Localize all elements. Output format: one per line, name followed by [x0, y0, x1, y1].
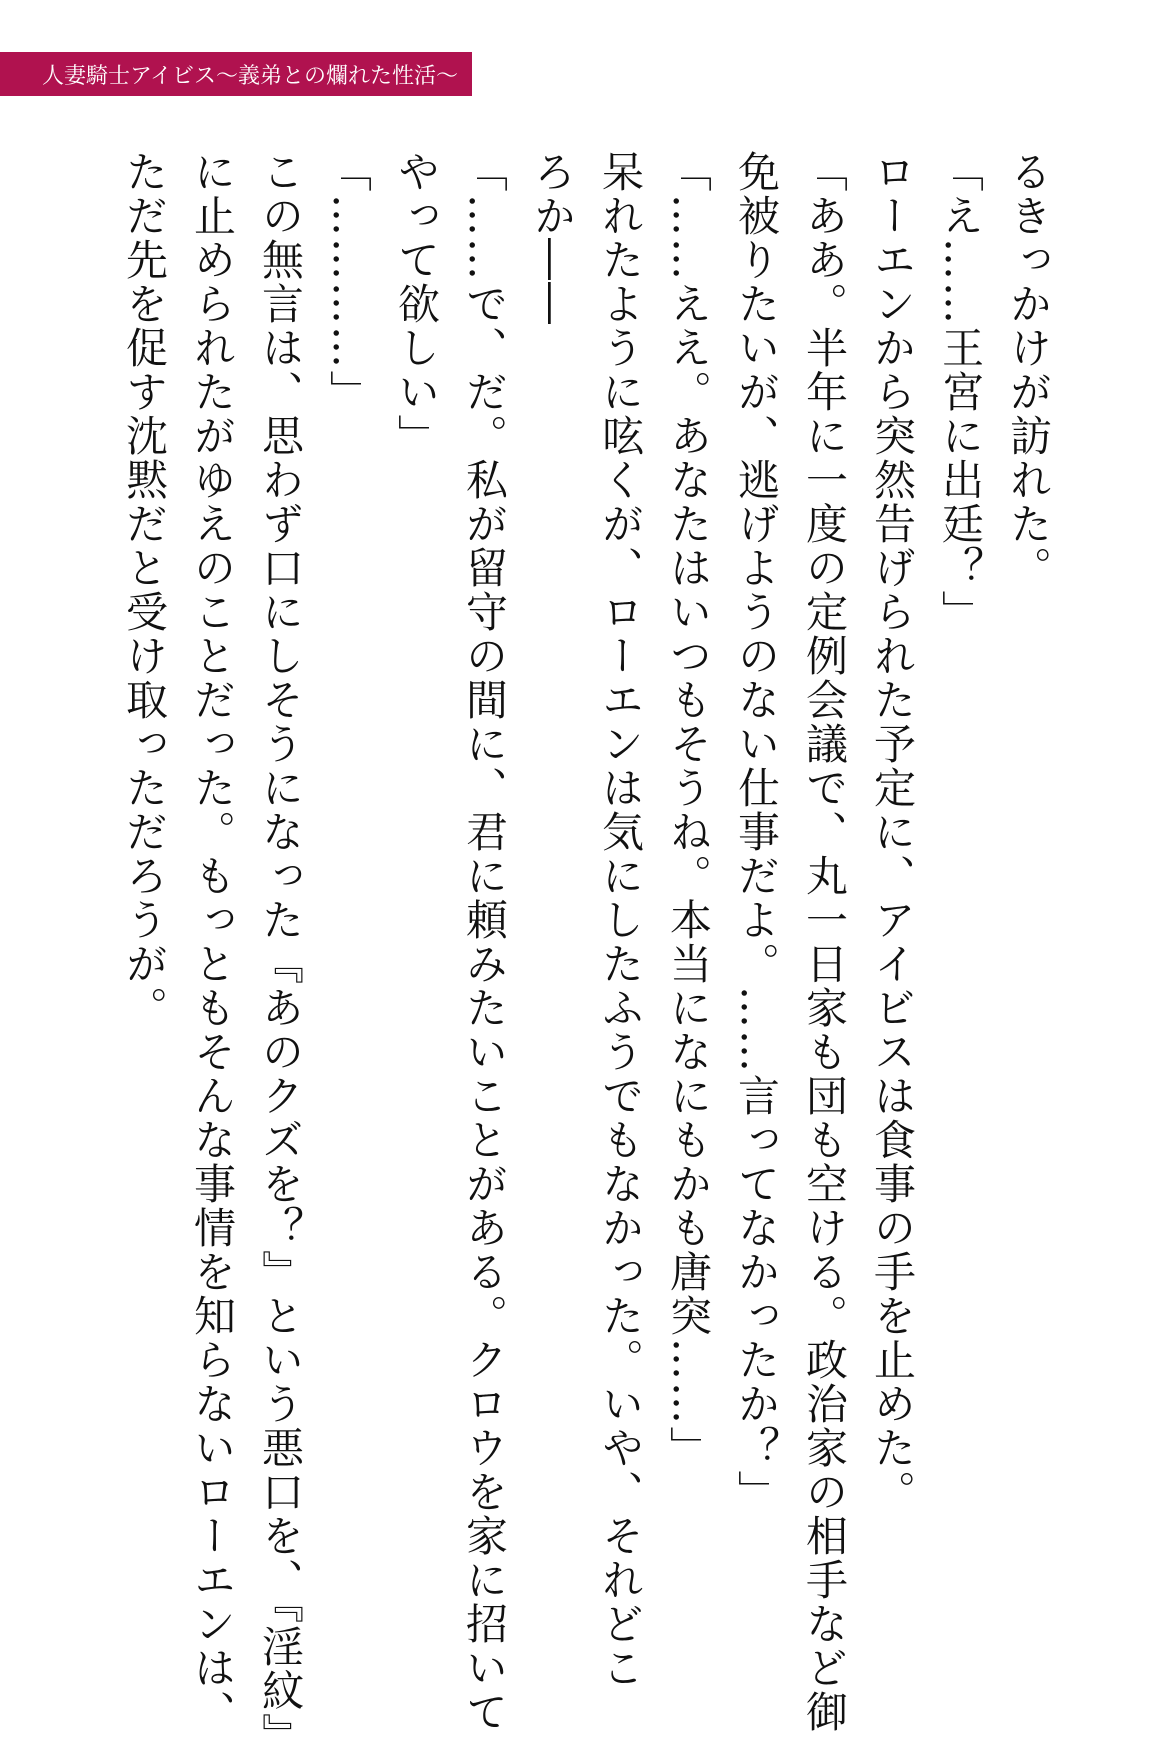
- text-line: に止められたがゆえのことだった。もっともそんな事情を知らないローエンは、: [188, 150, 237, 1734]
- text-line: 「ああ。半年に一度の定例会議で、丸一日家も団も空ける。政治家の相手など御: [800, 150, 849, 1734]
- header-band: [0, 52, 472, 96]
- text-line: 「……で、だ。私が留守の間に、君に頼みたいことがある。クロウを家に招いて: [460, 150, 509, 1734]
- text-line: ローエンから突然告げられた予定に、アイビスは食事の手を止めた。: [868, 150, 917, 1514]
- text-line: るきっかけが訪れた。: [1004, 150, 1053, 590]
- book-title: 人妻騎士アイビス〜義弟との爛れた性活〜: [41, 63, 458, 89]
- text-line: 「え……王宮に出廷？」: [936, 150, 985, 634]
- text-line: 呆れたように呟くが、ローエンは気にしたふうでもなかった。いや、それどこ: [596, 150, 645, 1690]
- vertical-text-body: [110, 150, 1062, 1757]
- text-line: 「…………」: [324, 150, 373, 414]
- text-line: 「……ええ。あなたはいつもそうね。本当になにもかも唐突……」: [664, 150, 713, 1470]
- text-line: 免被りたいが、逃げようのない仕事だよ。……言ってなかったか？」: [732, 150, 781, 1514]
- text-line: ただ先を促す沈黙だと受け取っただろうが。: [120, 150, 169, 1030]
- text-line: この無言は、思わず口にしそうになった『あのクズを？』という悪口を、『淫紋』: [256, 150, 305, 1757]
- text-line: ろか――: [528, 150, 577, 326]
- text-line: やって欲しい」: [392, 150, 441, 458]
